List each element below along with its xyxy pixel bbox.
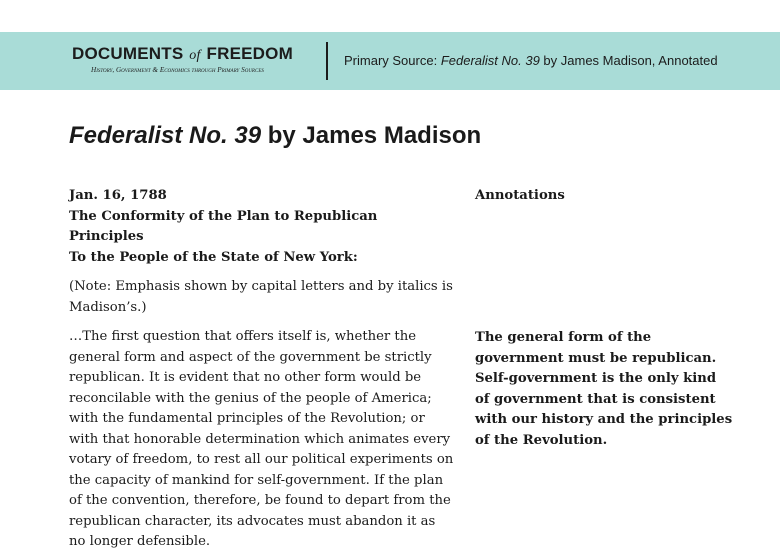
primary-source-column — [69, 186, 454, 553]
document-date: Jan. 16, 1788 — [69, 188, 167, 203]
logo-wordmark: DOCUMENTS of FREEDOM — [72, 44, 293, 63]
annotation-item: The general form of the government must be republican. Self-government is the only kind of government that is consistent with our history and the principles of the Revolution. — [475, 330, 733, 448]
page-title: Federalist No. 39 by James Madison — [69, 122, 482, 149]
site-header — [0, 32, 780, 90]
document-body-paragraph: …The first question that offers itself is, whether the general form and aspect of the government be strictly republican. It is evident that no other form would be reconcilable with the genius of the people of America; with the fundamental principles of the Revolution; or with that honorable determination which animates every votary of freedom, to rest all our political experiments on the capacity of mankind for self-government. If the plan of the convention, therefore, be found to depart from the republican character, its advocates must abandon it as no longer defensible. — [69, 329, 454, 549]
header-document-title: Primary Source: Federalist No. 39 by James Madison, Annotated — [344, 53, 718, 68]
emphasis-note: (Note: Emphasis shown by capital letters and by italics is Madison’s.) — [69, 279, 453, 315]
annotations-column — [475, 186, 745, 448]
site-logo[interactable] — [72, 44, 317, 74]
document-addressee: To the People of the State of New York: — [69, 249, 358, 265]
annotations-heading: Annotations — [475, 188, 565, 203]
document-subtitle: The Conformity of the Plan to Republican Principles — [69, 208, 378, 244]
header-divider — [326, 42, 328, 80]
logo-tagline: History, Government & Economics through Primary Sources — [91, 66, 264, 74]
